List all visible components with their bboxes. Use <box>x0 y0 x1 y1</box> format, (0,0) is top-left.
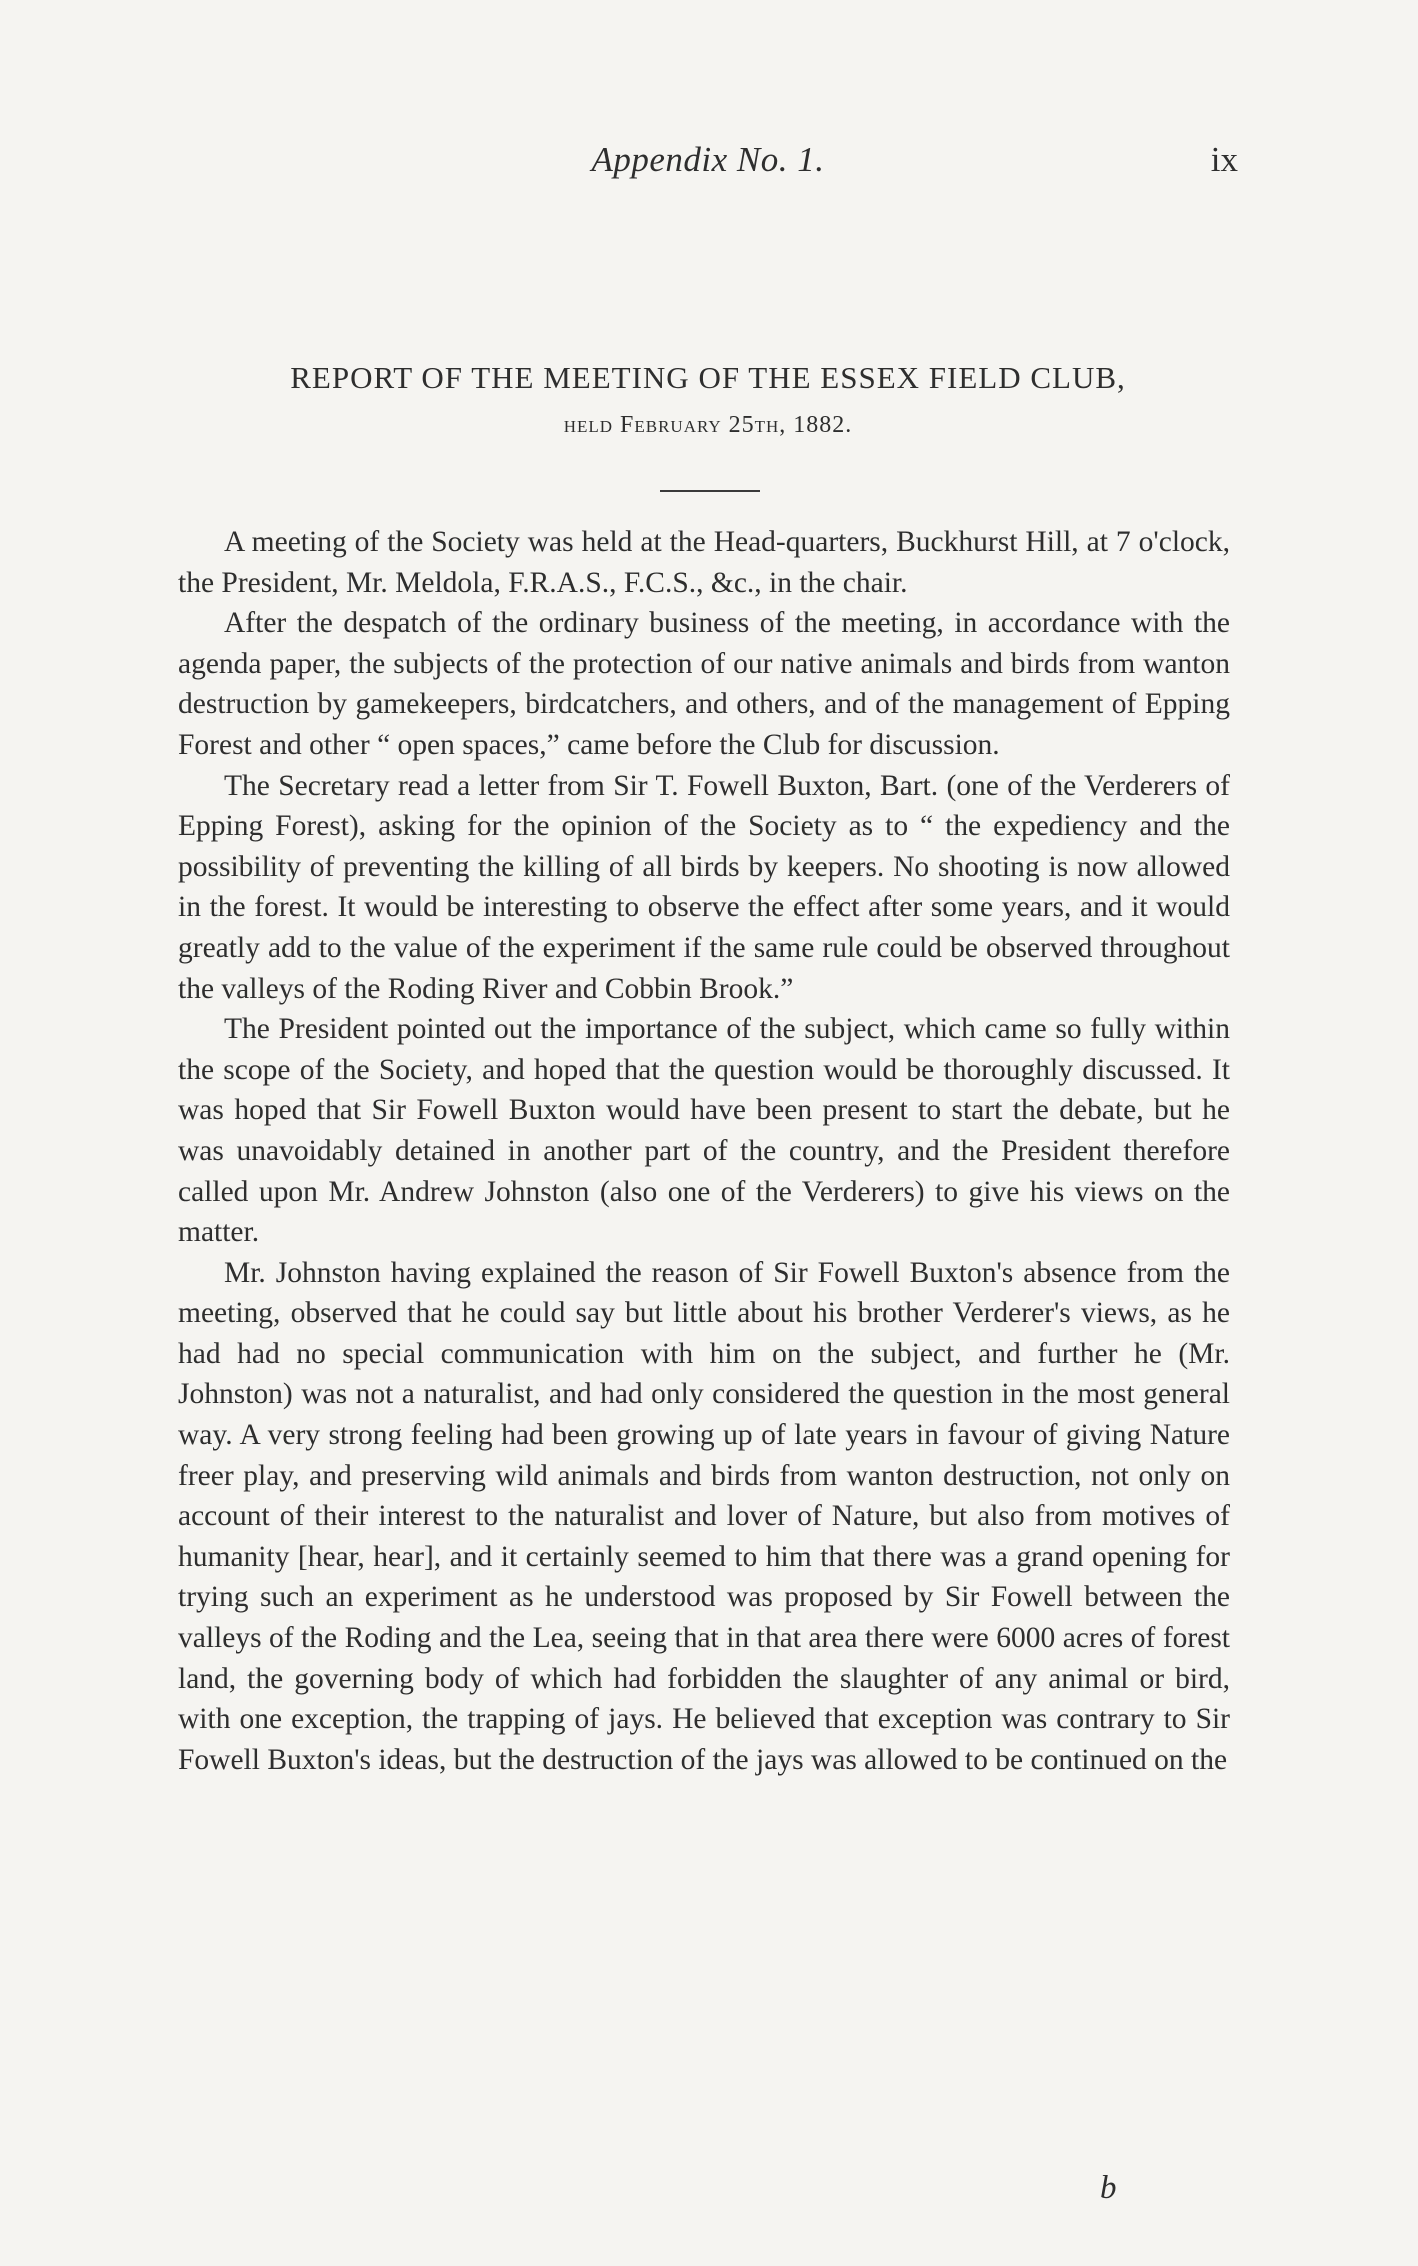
report-title: REPORT OF THE MEETING OF THE ESSEX FIELD CLUB, <box>290 360 1126 395</box>
page-number: ix <box>1210 140 1238 179</box>
paragraph: After the despatch of the ordinary business of the meeting, in accordance with the agenda paper, the subjects of the protection of our native animals and birds from wanton destruction by gamekeepers, birdcatchers, and others, and of the management of Epping Forest and other “ open spaces,” came before the Club for discussion. <box>178 607 1230 761</box>
running-head <box>178 140 1238 190</box>
signature-mark: b <box>1100 2170 1117 2206</box>
paragraph: The President pointed out the importance of the subject, which came so fully within the scope of the Society, and hoped that the question would be thoroughly discussed. It was hoped that Sir Fowell Buxton would have been present to start the debate, but he was unavoidably detained in another part of the country, and the President therefore called upon Mr. Andrew Johnston (also one of the Verderers) to give his views on the matter. <box>178 1013 1230 1249</box>
report-subtitle: held February 25th, 1882. <box>563 412 853 438</box>
body-text <box>178 522 1230 1780</box>
paragraph: Mr. Johnston having explained the reason of Sir Fowell Buxton's absence from the meeting, observed that he could say but little about his brother Verderer's views, as he had had no special communication with him on the subject, and further he (Mr. Johnston) was not a naturalist, and had only considered the question in the most general way. A very strong feeling had been growing up of late years in favour of giving Nature freer play, and preserving wild animals and birds from wanton destruction, not only on account of their interest to the naturalist and lover of Nature, but also from motives of humanity [hear, hear], and it certainly seemed to him that there was a grand opening for trying such an experiment as he understood was proposed by Sir Fowell between the valleys of the Roding and the Lea, seeing that in that area there were 6000 acres of forest land, the governing body of which had forbidden the slaughter of any animal or bird, with one exception, the trapping of jays. He believed that exception was contrary to Sir Fowell Buxton's ideas, but the destruction of the jays was allowed to be continued on the <box>178 1256 1230 1776</box>
paragraph: A meeting of the Society was held at the Head-quarters, Buckhurst Hill, at 7 o'clock, the President, Mr. Meldola, F.R.A.S., F.C.S., &c., in the chair. <box>178 526 1230 599</box>
title-rule <box>660 490 760 492</box>
paragraph: The Secretary read a letter from Sir T. Fowell Buxton, Bart. (one of the Verderers of Epping Forest), asking for the opinion of the Society as to “ the expediency and the possibility of preventing the killing of all birds by keepers. No shooting is now allowed in the forest. It would be interesting to observe the effect after some years, and it would greatly add to the value of the experiment if the same rule could be observed throughout the valleys of the Roding River and Cobbin Brook.” <box>178 769 1230 1005</box>
running-title: Appendix No. 1. <box>591 140 825 179</box>
